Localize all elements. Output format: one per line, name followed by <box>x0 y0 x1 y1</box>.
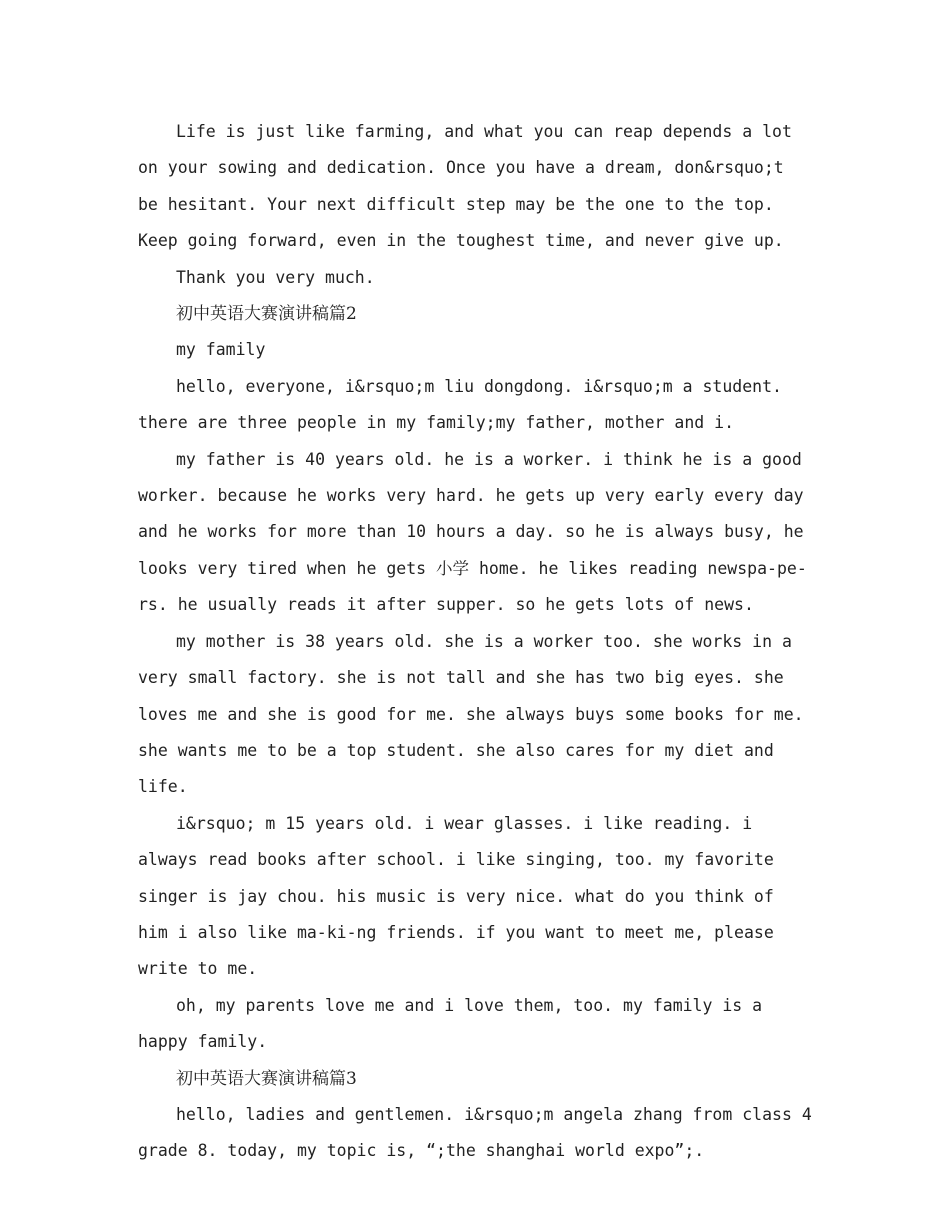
document-body <box>138 114 822 1170</box>
paragraph: hello, everyone, i&rsquo;m liu dongdong. i&rsquo;m a student. there are three people in my family;my father, mother and i. <box>138 376 792 433</box>
paragraph: Thank you very much. <box>176 267 375 287</box>
section-heading-2: 初中英语大赛演讲稿篇2 <box>176 304 357 325</box>
section-heading-3: 初中英语大赛演讲稿篇3 <box>176 1068 357 1089</box>
paragraph: oh, my parents love me and i love them, too. my family is a happy family. <box>138 995 773 1052</box>
paragraph: Life is just like farming, and what you can reap depends a lot on your sowing and dedication. Once you have a dream, don&rsquo;t be hesitant. Your next difficult step may be the one to the top. Keep going forward, even in the toughest time, and never give up. <box>138 122 802 251</box>
paragraph: my father is 40 years old. he is a worker. i think he is a good worker. because he works very hard. he gets up very early every day and he works for more than 10 hours a day. so he is always busy, he looks very tired when he gets 小学 home. he likes reading newspa-pe-rs. he usually reads it after supper. so he gets lots of news. <box>138 449 814 615</box>
paragraph: hello, ladies and gentlemen. i&rsquo;m angela zhang from class 4 grade 8. today, my topic is, “;the shanghai world expo”;. <box>138 1104 822 1161</box>
paragraph: my mother is 38 years old. she is a worker too. she works in a very small factory. she is not tall and she has two big eyes. she loves me and she is good for me. she always buys some books for me. she wants me to be a top student. she also cares for my diet and life. <box>138 631 814 797</box>
paragraph: i&rsquo; m 15 years old. i wear glasses. i like reading. i always read books after school. i like singing, too. my favorite singer is jay chou. his music is very nice. what do you think of him i also like ma-ki-ng friends. if you want to meet me, please write to me. <box>138 813 784 979</box>
section-title: my family <box>176 340 266 360</box>
